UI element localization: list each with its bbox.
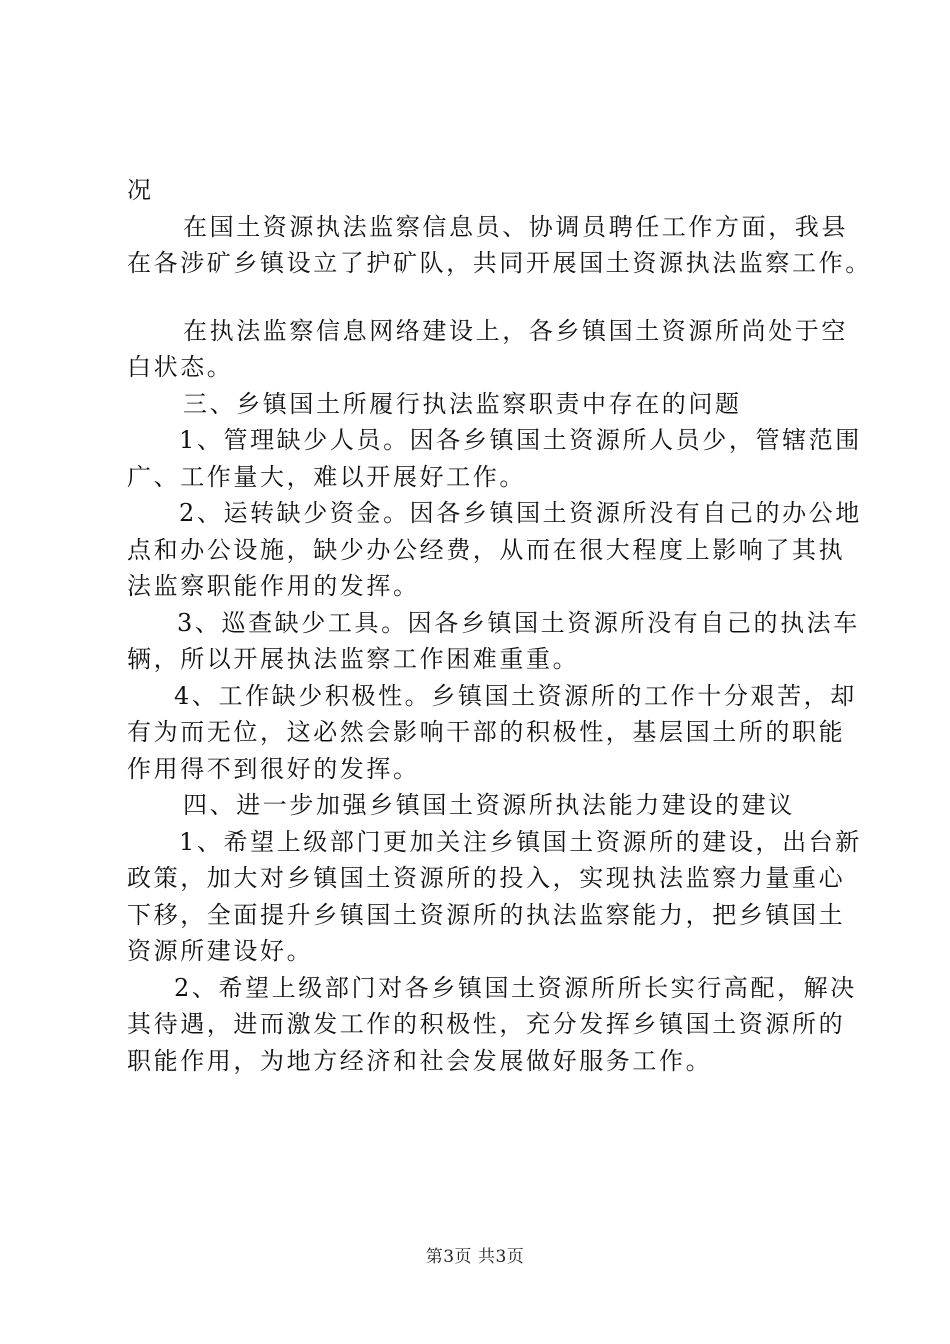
document-body xyxy=(127,172,872,1079)
text-line: 下移，全面提升乡镇国土资源所的执法监察能力，把乡镇国土 xyxy=(127,900,846,929)
text-line: 点和办公设施，缺少办公经费，从而在很大程度上影响了其执 xyxy=(127,535,846,564)
paragraph-gap xyxy=(127,282,847,313)
text-line: 3、巡查缺少工具。因各乡镇国土资源所没有自己的执法车 xyxy=(177,608,860,637)
text-line: 职能作用，为地方经济和社会发展做好服务工作。 xyxy=(127,1046,713,1075)
text-line: 法监察职能作用的发挥。 xyxy=(127,572,420,600)
page-number-footer: 第3页 共3页 xyxy=(425,1247,525,1267)
text-line: 4、工作缺少积极性。乡镇国土资源所的工作十分艰苦，却 xyxy=(174,681,857,710)
text-line: 1、管理缺少人员。因各乡镇国土资源所人员少，管辖范围 xyxy=(179,426,862,454)
section-heading: 三、乡镇国土所履行执法监察职责中存在的问题 xyxy=(183,389,742,418)
text-line: 1、希望上级部门更加关注乡镇国土资源所的建设，出台新 xyxy=(179,827,862,856)
text-line: 资源所建设好。 xyxy=(127,937,314,965)
text-line: 在各涉矿乡镇设立了护矿队，共同开展国土资源执法监察工作。 xyxy=(127,249,872,277)
text-line: 作用得不到很好的发挥。 xyxy=(127,754,420,783)
text-line: 有为而无位，这必然会影响干部的积极性，基层国土所的职能 xyxy=(127,718,846,746)
text-line: 其待遇，进而激发工作的积极性，充分发挥乡镇国土资源所的 xyxy=(127,1010,846,1038)
section-heading: 四、进一步加强乡镇国土资源所执法能力建设的建议 xyxy=(183,791,795,819)
text-line: 辆，所以开展执法监察工作困难重重。 xyxy=(127,645,580,673)
text-line: 在国土资源执法监察信息员、协调员聘任工作方面，我县 xyxy=(183,212,848,241)
text-line: 况 xyxy=(127,176,154,204)
text-line: 白状态。 xyxy=(127,353,234,381)
text-line: 政策，加大对乡镇国土资源所的投入，实现执法监察力量重心 xyxy=(127,864,846,892)
text-line: 广、工作量大，难以开展好工作。 xyxy=(127,462,526,491)
text-line: 在执法监察信息网络建设上，各乡镇国土资源所尚处于空 xyxy=(183,316,848,345)
text-line: 2、希望上级部门对各乡镇国土资源所所长实行高配，解决 xyxy=(174,973,857,1002)
text-line: 2、运转缺少资金。因各乡镇国土资源所没有自己的办公地 xyxy=(179,499,862,527)
